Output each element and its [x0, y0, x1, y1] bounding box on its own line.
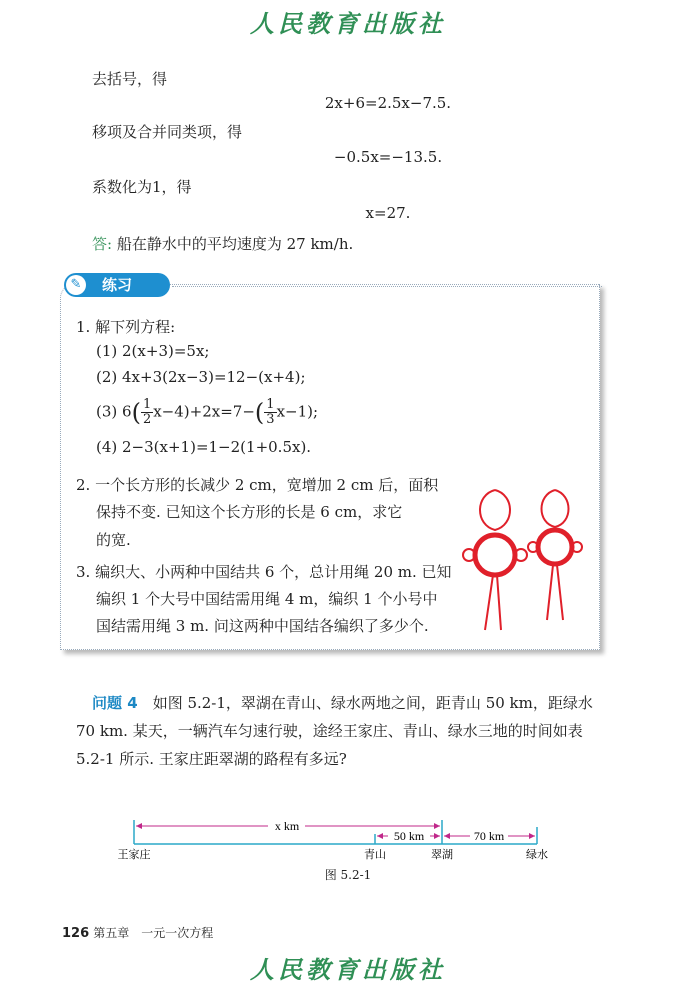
figure-caption: 图 5.2-1 [324, 868, 372, 882]
practice-badge [64, 273, 170, 297]
d2-label: 70 km [473, 829, 505, 843]
step1-equation: 2x+6=2.5x−7.5. [324, 94, 452, 112]
answer [92, 233, 353, 254]
exercise-2-line1: 2. 一个长方形的长减少 2 cm，宽增加 2 cm 后，面积 [76, 476, 439, 494]
problem-4-line1 [92, 692, 593, 713]
answer-label: 答: [92, 235, 113, 253]
fraction-third [264, 398, 276, 427]
divider [172, 286, 602, 287]
exercise-1-2: (2) 4x+3(2x−3)=12−(x+4); [96, 368, 306, 386]
distance-diagram [100, 800, 570, 860]
publisher-logo-top: 人民教育出版社 [250, 9, 446, 38]
step3-equation: x=27. [365, 204, 411, 222]
exercise-2-line3: 的宽. [96, 531, 131, 549]
place-lvshui: 绿水 [526, 848, 548, 860]
step3-label: 系数化为1，得 [92, 178, 192, 196]
denominator: 2 [142, 412, 152, 427]
place-qingshan: 青山 [364, 848, 386, 860]
fraction-half [141, 398, 153, 427]
numerator: 1 [266, 397, 275, 412]
chinese-knot-image [455, 485, 595, 635]
publisher-logo-bottom: 人民教育出版社 [250, 955, 446, 983]
exercise-2-line2: 保持不变. 已知这个长方形的长是 6 cm，求它 [96, 503, 403, 521]
knot-body [538, 530, 572, 564]
step2-equation: −0.5x=−13.5. [333, 148, 443, 166]
knot-loop [542, 490, 569, 527]
knot-body [475, 535, 515, 575]
place-cuihu: 翠湖 [431, 848, 453, 860]
practice-title: 练习 [102, 276, 133, 294]
place-wangjiazhuang: 王家庄 [117, 848, 151, 860]
chapter-title: 第五章 一元一次方程 [93, 926, 214, 940]
exercise-1-4: (4) 2−3(x+1)=1−2(1+0.5x). [96, 438, 312, 456]
exercise-3-line1: 3. 编织大、小两种中国结共 6 个，总计用绳 20 m. 已知 [76, 563, 452, 581]
pencil-icon: ✎ [66, 275, 86, 295]
eq-prefix: (3) 6 [96, 402, 132, 421]
d1-label: 50 km [393, 829, 425, 843]
page-number: 126 [62, 926, 90, 941]
knot-loop [480, 490, 510, 530]
denominator: 3 [266, 412, 275, 427]
eq-middle: x−4)+2x=7− [153, 402, 255, 421]
exercise-3-line2: 编织 1 个大号中国结需用绳 4 m，编织 1 个小号中 [96, 590, 438, 608]
answer-text: 船在静水中的平均速度为 27 km/h. [116, 235, 354, 253]
step2-label: 移项及合并同类项，得 [92, 123, 243, 141]
knot-tassel [547, 565, 563, 620]
exercise-1: 1. 解下列方程: [76, 318, 176, 336]
exercise-3-line3: 国结需用绳 3 m. 问这两种中国结各编织了多少个. [96, 617, 429, 635]
problem-label: 问题 4 [92, 694, 138, 712]
exercise-1-3: (3) 6( $\frac{1}{2}$ x−4)+2x=7−( $\frac{1}{3}$ x−1); [96, 397, 319, 427]
eq-end: x−1); [276, 402, 319, 421]
step1-label: 去括号，得 [92, 70, 168, 88]
knot-tassel [485, 575, 501, 630]
numerator: 1 [142, 397, 152, 412]
problem-4-line3: 5.2-1 所示. 王家庄距翠湖的路程有多远? [76, 750, 347, 768]
problem-4-line2: 70 km. 某天，一辆汽车匀速行驶，途经王家庄、青山、绿水三地的时间如表 [76, 722, 583, 740]
x-label: x km [274, 819, 300, 833]
page-footer [62, 924, 213, 941]
exercise-1-1: (1) 2(x+3)=5x; [96, 342, 210, 360]
problem-text: 如图 5.2-1，翠湖在青山、绿水两地之间，距青山 50 km，距绿水 [152, 694, 593, 712]
